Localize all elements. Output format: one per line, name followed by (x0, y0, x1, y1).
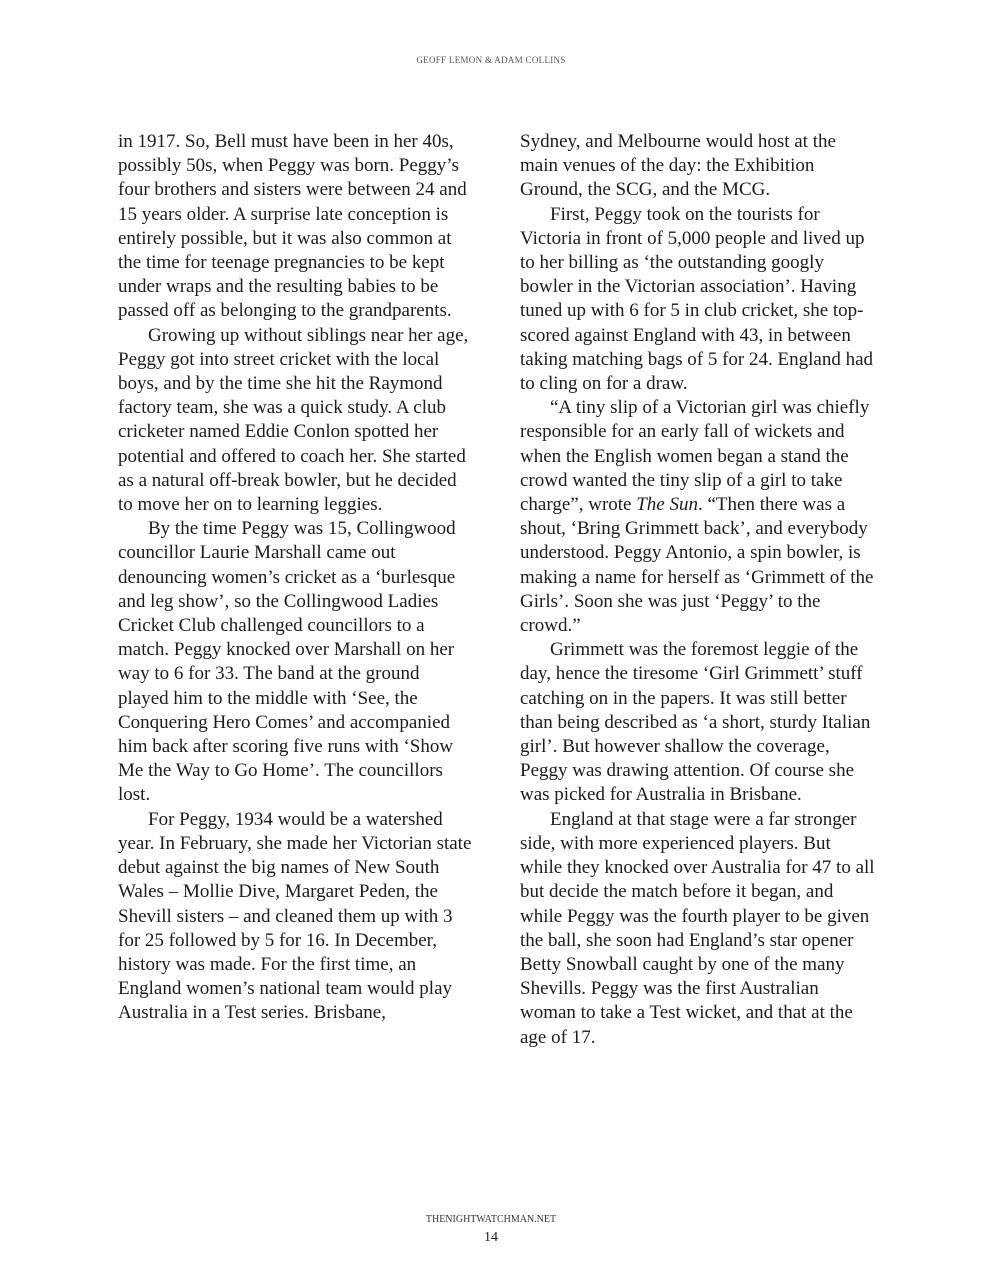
quote-paragraph (520, 396, 876, 638)
quote-text-after: . “Then there was a shout, ‘Bring Grimmett back’, and everybody understood. Peggy Antonio, a spin bowler, is making a name for herself as ‘Grimmett of the Girls’. Soon she was just ‘Peggy’ to the crowd.” (520, 494, 874, 637)
running-head: GEOFF LEMON & ADAM COLLINS (416, 55, 566, 65)
quote-text-before: “A tiny slip of a Victorian girl was chiefly responsible for an early fall of wickets and when the English women began a stand the crowd wanted the tiny slip of a girl to take charge”, wrote (520, 397, 870, 516)
page-number: 14 (484, 1230, 498, 1245)
right-column (520, 130, 876, 1050)
paragraph: First, Peggy took on the tourists for Victoria in front of 5,000 people and lived up to her billing as ‘the outstanding googly bowler in the Victorian association’. Having tuned up with 6 for 5 in club cricket, she top-scored against England with 43, in between taking matching bags of 5 for 24. England had to cling on for a draw. (520, 203, 874, 395)
paragraph: Grimmett was the foremost leggie of the day, hence the tiresome ‘Girl Grimmett’ stuff catching on in the papers. It was still better than being described as ‘a short, sturdy Italian girl’. But however shallow the coverage, Peggy was drawing attention. Of course she was picked for Australia in Brisbane. (520, 639, 871, 806)
paragraph: By the time Peggy was 15, Collingwood councillor Laurie Marshall came out denouncing women’s cricket as a ‘burlesque and leg show’, so the Collingwood Ladies Cricket Club challenged councillors to a match. Peggy knocked over Marshall on her way to 6 for 33. The band at the ground played him to the middle with ‘See, the Conquering Hero Comes’ and accompanied him back after scoring five runs with ‘Show Me the Way to Go Home’. The councillors lost. (118, 518, 456, 806)
paragraph: Sydney, and Melbourne would host at the main venues of the day: the Exhibition Ground, the SCG, and the MCG. (520, 131, 836, 201)
paragraph: For Peggy, 1934 would be a watershed year. In February, she made her Victorian state debut against the big names of New South Wales – Mollie Dive, Margaret Peden, the Shevill sisters – and cleaned them up with 3 for 25 followed by 5 for 16. In December, history was made. For the first time, an England women’s national team would play Australia in a Test series. Brisbane, (118, 808, 472, 1024)
paragraph: in 1917. So, Bell must have been in her 40s, possibly 50s, when Peggy was born. Peggy’s four brothers and sisters were between 24 and 15 years older. A surprise late conception is entirely possible, but it was also common at the time for teenage pregnancies to be kept under wraps and the resulting babies to be passed off as belonging to the grandparents. (118, 131, 467, 322)
publication-title: The Sun (636, 494, 698, 516)
paragraph: England at that stage were a far stronger side, with more experienced players. But while they knocked over Australia for 47 to all but decide the match before it began, and while Peggy was the fourth player to be given the ball, she soon had England’s star opener Betty Snowball caught by one of the many Shevills. Peggy was the first Australian woman to take a Test wicket, and that at the age of 17. (520, 808, 875, 1048)
paragraph: Growing up without siblings near her age, Peggy got into street cricket with the local boys, and by the time she hit the Raymond factory team, she was a quick study. A club cricketer named Eddie Conlon spotted her potential and offered to coach her. She started as a natural off-break bowler, but he decided to move her on to learning leggies. (118, 324, 469, 516)
left-column (118, 130, 474, 1026)
footer-site: THENIGHTWATCHMAN.NET (425, 1214, 557, 1225)
